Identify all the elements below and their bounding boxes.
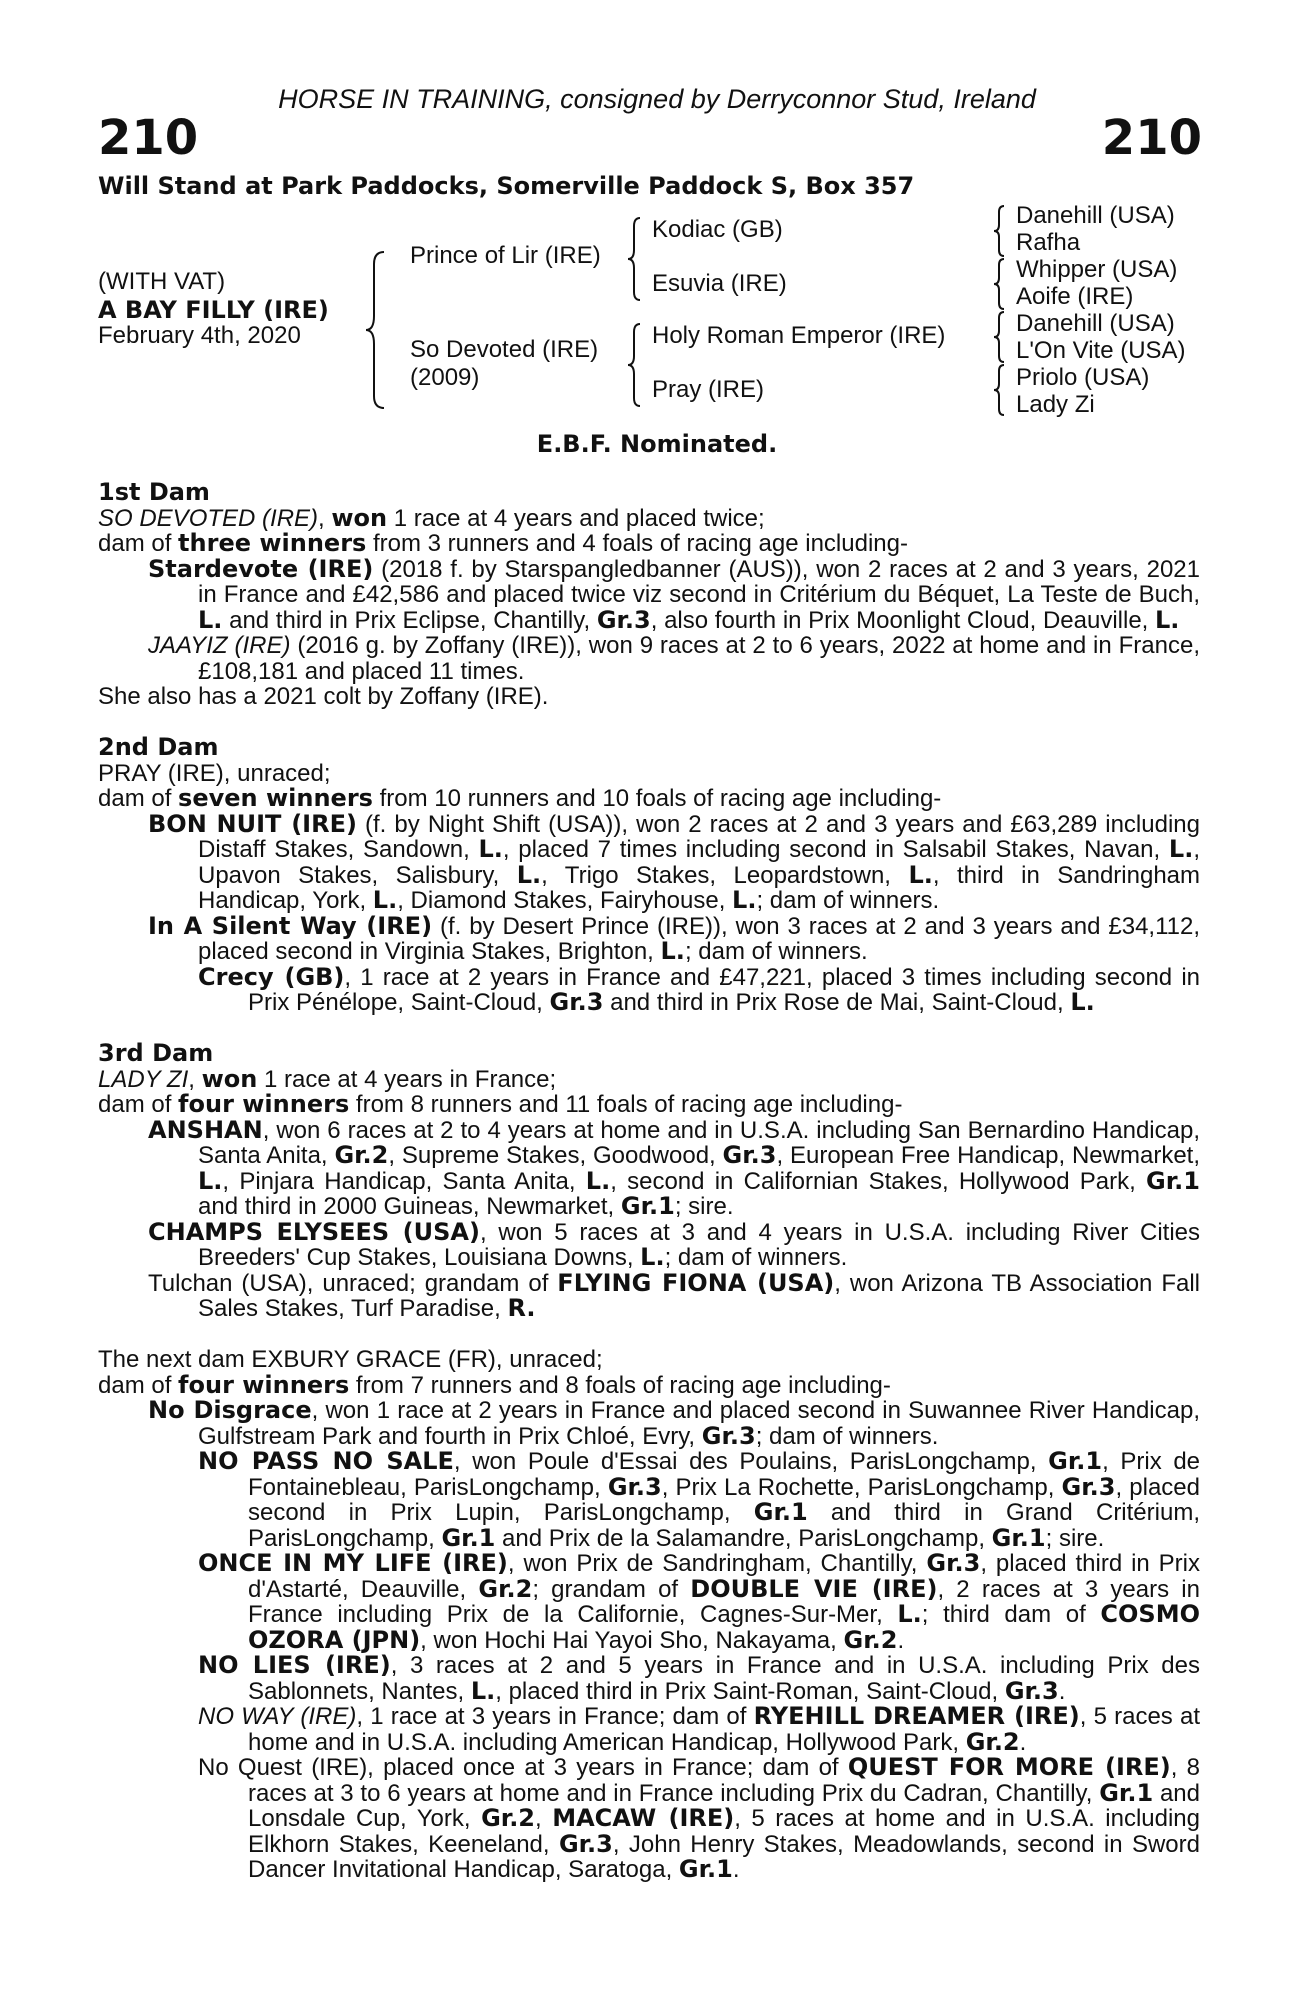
dam-dam-sire: Priolo (USA) bbox=[1016, 364, 1150, 391]
pedigree-brace-main bbox=[364, 250, 392, 410]
horse-name: A BAY FILLY (IRE) bbox=[98, 296, 329, 324]
produce-entry: No Disgrace, won 1 race at 2 years in France and placed second in Suwannee River Handicap, Gulfstream Park and fourth in Prix Chloé, Evry, Gr.3; dam of winners. bbox=[148, 1396, 1201, 1450]
second-dam-section bbox=[98, 735, 1200, 1016]
dam-name: So Devoted (IRE) bbox=[410, 336, 599, 363]
produce-subentry: Crecy (GB), 1 race at 2 years in France and £47,221, placed 3 times including second in Prix Pénélope, Saint-Cloud, Gr.3 and third in Prix Rose de Mai, Saint-Cloud, L. bbox=[198, 962, 1200, 1016]
produce-subentry: NO PASS NO SALE, won Poule d'Essai des Poulains, ParisLongchamp, Gr.1, Prix de Fontainebleau, ParisLongchamp, Gr.3, Prix La Rochette, ParisLongchamp, Gr.3, placed second in Prix Lupin, ParisLongchamp, Gr.1 and third in Grand Critérium, ParisLongchamp, Gr.1 and Prix de la Salamandre, ParisLongchamp, Gr.1; sire. bbox=[198, 1447, 1201, 1552]
produce-entry: CHAMPS ELYSEES (USA), won 5 races at 3 and 4 years in U.S.A. including River Cities Breeders' Cup Stakes, Louisiana Downs, L.; dam of winners. bbox=[148, 1217, 1200, 1271]
pedigree-brace-g4 bbox=[992, 363, 1008, 417]
lot-number-left: 210 bbox=[98, 110, 199, 166]
winners-line: dam of four winners from 8 runners and 11 foals of racing age including- bbox=[98, 1090, 903, 1118]
vat-note: (WITH VAT) bbox=[98, 268, 226, 295]
pedigree-brace-sire bbox=[626, 216, 644, 302]
produce-entry: JAAYIZ (IRE) (2016 g. by Zoffany (IRE)), won 9 races at 2 to 6 years, 2022 at home and in France, £108,181 and placed 11 times. bbox=[148, 632, 1200, 685]
third-dam-section bbox=[98, 1041, 1200, 1322]
dam-dam: Pray (IRE) bbox=[652, 376, 765, 403]
section-title: 2nd Dam bbox=[98, 733, 219, 761]
stand-location: Will Stand at Park Paddocks, Somerville Paddock S, Box 357 bbox=[98, 172, 915, 200]
pedigree-brace-g1 bbox=[992, 204, 1008, 258]
produce-subentry: NO WAY (IRE), 1 race at 3 years in France; dam of RYEHILL DREAMER (IRE), 5 races at home and in U.S.A. including American Handicap, Hollywood Park, Gr.2. bbox=[198, 1702, 1200, 1756]
pedigree-brace-dam bbox=[626, 322, 644, 408]
consignment-heading: HORSE IN TRAINING, consigned by Derryconnor Stud, Ireland bbox=[278, 84, 1036, 114]
winners-line: dam of seven winners from 10 runners and 10 foals of racing age including- bbox=[98, 784, 942, 812]
dam-year: (2009) bbox=[410, 364, 480, 391]
pedigree-brace-g3 bbox=[992, 310, 1008, 364]
dam-sire: Holy Roman Emperor (IRE) bbox=[652, 322, 946, 349]
dam-sire-sire: Danehill (USA) bbox=[1016, 310, 1175, 337]
produce-subentry: NO LIES (IRE), 3 races at 2 and 5 years in France and in U.S.A. including Prix des Sablonnets, Nantes, L., placed third in Prix Saint-Roman, Saint-Cloud, Gr.3. bbox=[198, 1651, 1201, 1705]
dam-line: PRAY (IRE), unraced; bbox=[98, 759, 331, 787]
sire-dam-dam: Aoife (IRE) bbox=[1016, 283, 1134, 310]
dam-dam-dam: Lady Zi bbox=[1016, 391, 1095, 418]
produce-subentry: No Quest (IRE), placed once at 3 years in France; dam of QUEST FOR MORE (IRE), 8 races at 3 to 6 years at home and in France including Prix du Cadran, Chantilly, Gr.1 and Lonsdale Cup, York, Gr.2, MACAW (IRE), 5 races at home and in U.S.A. including Elkhorn Stakes, Keeneland, Gr.3, John Henry Stakes, Meadowlands, second in Sword Dancer Invitational Handicap, Saratoga, Gr.1. bbox=[198, 1753, 1201, 1883]
section-title: 1st Dam bbox=[98, 478, 210, 506]
dam-line: The next dam EXBURY GRACE (FR), unraced; bbox=[98, 1346, 603, 1373]
dam-line: SO DEVOTED (IRE), won 1 race at 4 years and placed twice; bbox=[98, 503, 765, 532]
sire-sire: Kodiac (GB) bbox=[652, 216, 783, 243]
ebf-nominated: E.B.F. Nominated. bbox=[536, 430, 778, 458]
sire-dam: Esuvia (IRE) bbox=[652, 270, 787, 297]
dam-sire-dam: L'On Vite (USA) bbox=[1016, 337, 1186, 364]
produce-entry: Stardevote (IRE) (2018 f. by Starspangledbanner (AUS)), won 2 races at 2 and 3 years, 2021 in France and £42,586 and placed twice viz second in Critérium du Béquet, La Teste de Buch, L. and third in Prix Eclipse, Chantilly, Gr.3, also fourth in Prix Moonlight Cloud, Deauville, L. bbox=[148, 554, 1200, 634]
next-dam-section bbox=[98, 1347, 1200, 1883]
winners-line: dam of three winners from 3 runners and 4 foals of racing age including- bbox=[98, 529, 908, 557]
sire-sire-dam: Rafha bbox=[1016, 229, 1081, 256]
foaling-date: February 4th, 2020 bbox=[98, 322, 301, 349]
produce-entry: Tulchan (USA), unraced; grandam of FLYING FIONA (USA), won Arizona TB Association Fall Sales Stakes, Turf Paradise, R. bbox=[148, 1268, 1200, 1322]
sire-dam-sire: Whipper (USA) bbox=[1016, 256, 1178, 283]
dam-line: LADY ZI, won 1 race at 4 years in France; bbox=[98, 1064, 557, 1093]
sire-sire-sire: Danehill (USA) bbox=[1016, 202, 1175, 229]
produce-subentry: ONCE IN MY LIFE (IRE), won Prix de Sandringham, Chantilly, Gr.3, placed third in Prix d'Astarté, Deauville, Gr.2; grandam of DOUBLE VIE (IRE), 2 races at 3 years in France including Prix de la Californie, Cagnes-Sur-Mer, L.; third dam of COSMO OZORA (JPN), won Hochi Hai Yayoi Sho, Nakayama, Gr.2. bbox=[198, 1549, 1201, 1654]
foal-note: She also has a 2021 colt by Zoffany (IRE). bbox=[98, 683, 549, 710]
produce-record bbox=[98, 480, 1200, 1908]
lot-number-right: 210 bbox=[1101, 110, 1202, 166]
section-title: 3rd Dam bbox=[98, 1039, 214, 1067]
produce-entry: BON NUIT (IRE) (f. by Night Shift (USA)), won 2 races at 2 and 3 years and £63,289 including Distaff Stakes, Sandown, L., placed 7 times including second in Salsabil Stakes, Navan, L., Upavon Stakes, Salisbury, L., Trigo Stakes, Leopardstown, L., third in Sandringham Handicap, York, L., Diamond Stakes, Fairyhouse, L.; dam of winners. bbox=[148, 809, 1200, 914]
pedigree-brace-g2 bbox=[992, 257, 1008, 311]
produce-entry: ANSHAN, won 6 races at 2 to 4 years at home and in U.S.A. including San Bernardino Handicap, Santa Anita, Gr.2, Supreme Stakes, Goodwood, Gr.3, European Free Handicap, Newmarket, L., Pinjara Handicap, Santa Anita, L., second in Californian Stakes, Hollywood Park, Gr.1 and third in 2000 Guineas, Newmarket, Gr.1; sire. bbox=[148, 1115, 1201, 1220]
first-dam-section bbox=[98, 480, 1200, 710]
winners-line: dam of four winners from 7 runners and 8 foals of racing age including- bbox=[98, 1370, 891, 1399]
produce-entry: In A Silent Way (IRE) (f. by Desert Prince (IRE)), won 3 races at 2 and 3 years and £34,112, placed second in Virginia Stakes, Brighton, L.; dam of winners. bbox=[148, 911, 1201, 965]
sire-name: Prince of Lir (IRE) bbox=[410, 242, 601, 269]
